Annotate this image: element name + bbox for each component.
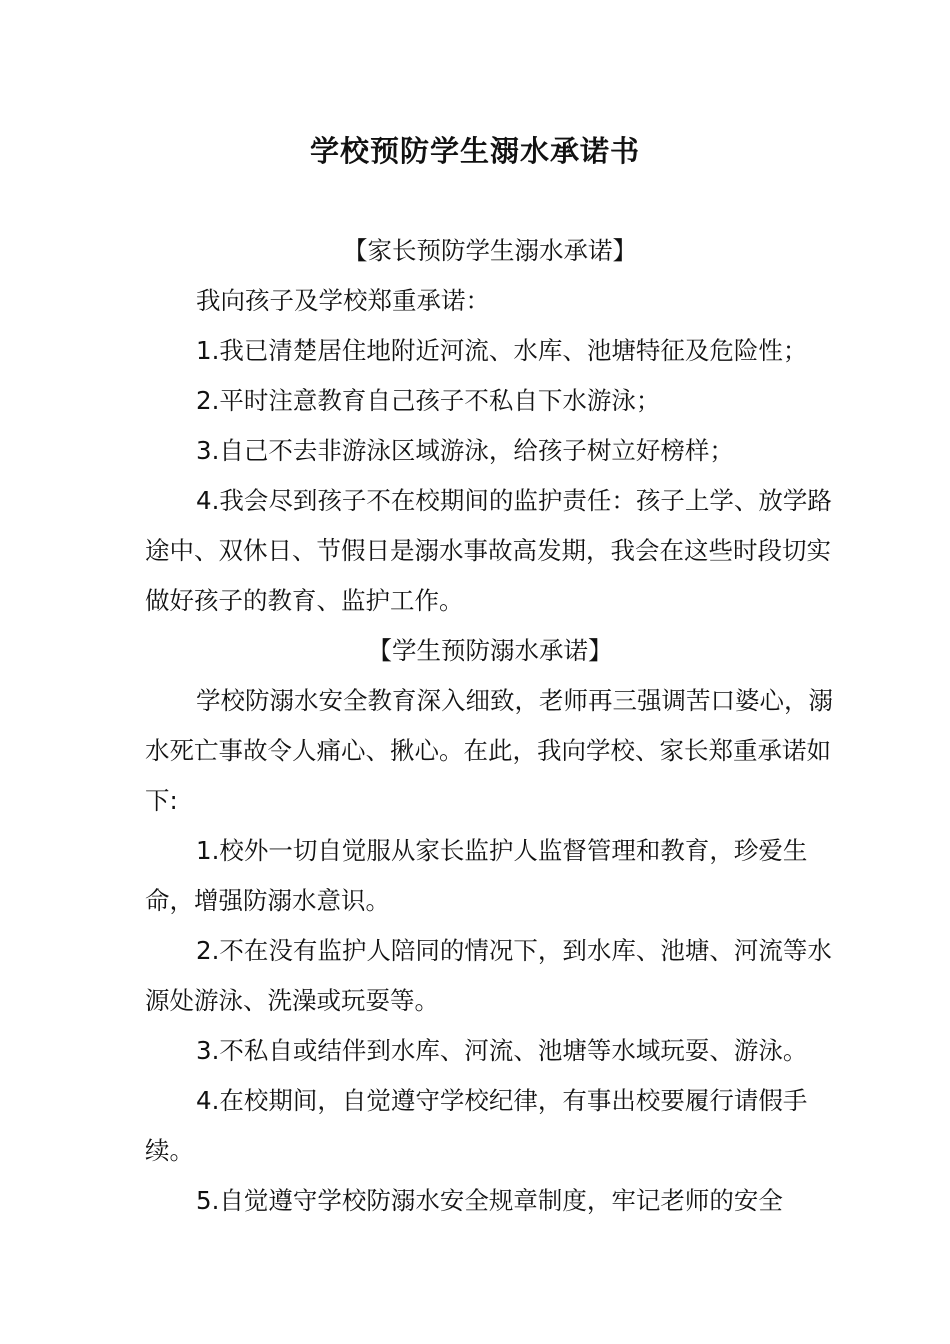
student-section-heading: 【学生预防溺水承诺】 xyxy=(367,636,613,665)
student-item-5: 5.自觉遵守学校防溺水安全规章制度，牢记老师的安全 xyxy=(196,1186,783,1215)
student-item-4: 4.在校期间，自觉遵守学校纪律，有事出校要履行请假手续。 xyxy=(145,1086,808,1165)
parent-item-2: 2.平时注意教育自己孩子不私自下水游泳； xyxy=(196,386,661,415)
student-item-3: 3.不私自或结伴到水库、河流、池塘等水域玩耍、游泳。 xyxy=(196,1036,808,1065)
student-section-intro: 学校防溺水安全教育深入细致，老师再三强调苦口婆心，溺水死亡事故令人痛心、揪心。在此，我向学校、家长郑重承诺如下: xyxy=(145,686,833,815)
student-item-2: 2.不在没有监护人陪同的情况下，到水库、池塘、河流等水源处游泳、洗澡或玩耍等。 xyxy=(145,936,832,1015)
document-body xyxy=(145,226,835,1226)
student-item-1: 1.校外一切自觉服从家长监护人监督管理和教育，珍爱生命，增强防溺水意识。 xyxy=(145,836,808,915)
parent-section-heading: 【家长预防学生溺水承诺】 xyxy=(343,236,637,265)
parent-section-intro: 我向孩子及学校郑重承诺： xyxy=(196,286,490,315)
parent-item-1: 1.我已清楚居住地附近河流、水库、池塘特征及危险性； xyxy=(196,336,808,365)
parent-item-4: 4.我会尽到孩子不在校期间的监护责任：孩子上学、放学路途中、双休日、节假日是溺水事故高发期，我会在这些时段切实做好孩子的教育、监护工作。 xyxy=(145,486,832,615)
document-title: 学校预防学生溺水承诺书 xyxy=(309,134,640,168)
parent-item-3: 3.自己不去非游泳区域游泳，给孩子树立好榜样； xyxy=(196,436,734,465)
